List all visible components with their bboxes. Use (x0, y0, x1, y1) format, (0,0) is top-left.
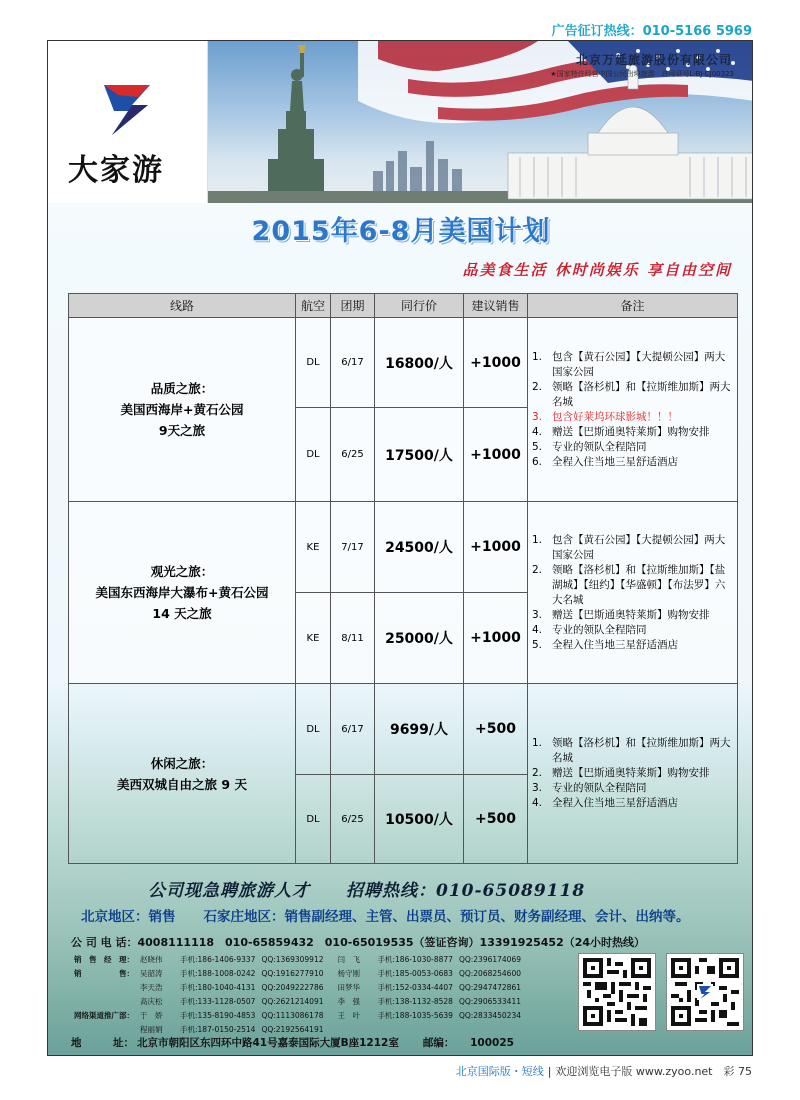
staff-cell: 闫 飞 (337, 954, 360, 964)
region-beijing: 北京地区：销售 (81, 909, 176, 925)
notes-cell (528, 318, 738, 502)
staff-spacer (328, 1023, 334, 1035)
staff-spacer (328, 1009, 334, 1021)
staff-cell (457, 1023, 523, 1035)
route-cell (69, 684, 296, 864)
date-cell: 7/17 (331, 502, 375, 593)
staff-cell: QQ:2906533411 (458, 996, 521, 1006)
suggested-cell: +1000 (464, 593, 528, 684)
staff-contacts (70, 951, 525, 1038)
note-item: 3. 专业的领队全程陪同 (532, 782, 647, 794)
staff-cell: 高庆松 (140, 996, 163, 1006)
staff-cell: 李 强 (337, 996, 360, 1006)
page-footer: 北京国际版・短线 | 欢迎浏览电子版 www.zyoo.net 彩 75 (455, 1065, 752, 1078)
header-notes: 备注 (528, 294, 738, 318)
note-item: 6. 全程入住当地三星舒适酒店 (532, 455, 678, 468)
postal-code: 邮编： 100025 (422, 1037, 514, 1049)
staff-cell (376, 1023, 455, 1035)
route-cell (69, 502, 296, 684)
suggested-cell: +1000 (464, 318, 528, 408)
recruit-text: 公司现急聘旅游人才 (148, 881, 310, 901)
airline-cell: DL (296, 775, 331, 864)
staff-cell: QQ:1369309912 (261, 954, 324, 964)
staff-cell: 于 娇 (140, 1010, 163, 1020)
staff-cell: QQ:2068254600 (458, 968, 521, 978)
staff-cell: 手机:188-1035-5639 (377, 1010, 453, 1020)
footer-section: 北京国际版・短线 (455, 1065, 544, 1078)
company-phones: 公 司 电 话：4008111118 010-65859432 010-65019535（签证咨询）13391925452（24小时热线） (71, 936, 646, 949)
header-route: 线路 (69, 294, 296, 318)
note-item: 5. 全程入住当地三星舒适酒店 (532, 638, 678, 651)
qr-code[interactable] (578, 953, 656, 1031)
price-cell: 16800/人 (375, 318, 464, 408)
suggested-cell: +1000 (464, 408, 528, 502)
note-item: 4. 赠送【巴斯通奥特莱斯】购物安排 (532, 425, 710, 438)
staff-cell: 手机:138-1132-8528 (377, 996, 453, 1006)
route-cell (69, 318, 296, 502)
footer-website[interactable]: 欢迎浏览电子版 www.zyoo.net (555, 1065, 713, 1078)
note-item: 2. 领略【洛杉机】和【拉斯维加斯】【盐湖城】【纽约】【华盛顿】【布法罗】六大名城 (532, 563, 726, 606)
staff-cell: 田梦华 (337, 982, 360, 992)
suggested-cell: +500 (464, 775, 528, 864)
slogan: 品美食生活 休时尚娱乐 享自由空间 (462, 261, 732, 279)
route-name: 美国东西海岸大瀑布+黄石公园 (95, 585, 269, 600)
header-price: 同行价 (375, 294, 464, 318)
route-name: 美国西海岸+黄石公园 (120, 402, 244, 417)
suggested-cell: +1000 (464, 502, 528, 593)
staff-cell: 销 售： (74, 968, 134, 978)
airline-cell: DL (296, 684, 331, 775)
staff-cell: 程丽娟 (140, 1025, 163, 1035)
qr-code-icon (583, 958, 651, 1026)
staff-cell: QQ:2833450234 (458, 1010, 521, 1020)
price-cell: 24500/人 (375, 502, 464, 593)
date-cell: 6/17 (331, 318, 375, 408)
airline-cell: KE (296, 593, 331, 684)
address (71, 1035, 514, 1050)
note-item: 1. 包含【黄石公园】【大提顿公园】两大国家公园 (532, 350, 726, 378)
staff-cell (336, 1023, 374, 1035)
note-item: 2. 赠送【巴斯通奥特莱斯】购物安排 (532, 767, 710, 779)
staff-spacer (328, 995, 334, 1007)
staff-cell: 手机:133-1128-0507 (180, 996, 256, 1006)
address-label: 地 址： (71, 1037, 134, 1049)
airline-cell: KE (296, 502, 331, 593)
table-row (69, 684, 738, 775)
staff-cell: QQ:2049222786 (261, 982, 324, 992)
staff-cell: QQ:2396174069 (458, 954, 521, 964)
tour-table (68, 293, 738, 864)
staff-cell: 销 售 经 理： (74, 954, 134, 964)
note-item: 2. 领略【洛杉机】和【拉斯维加斯】两大名城 (532, 380, 731, 408)
price-cell: 9699/人 (375, 684, 464, 775)
note-item: 4. 全程入住当地三星舒适酒店 (532, 797, 678, 809)
staff-cell: QQ:2947472861 (458, 982, 521, 992)
staff-cell (72, 995, 136, 1007)
header (48, 41, 753, 203)
staff-cell: 手机:135-8190-4853 (180, 1010, 256, 1020)
staff-cell: 吴韶涛 (140, 968, 163, 978)
header-date: 团期 (331, 294, 375, 318)
staff-row (72, 967, 523, 979)
staff-row (72, 995, 523, 1007)
license-text: ★国家特许经营中国公民出境旅游 许可证号L-BJ-CJ00323 (550, 70, 734, 78)
airline-cell: DL (296, 318, 331, 408)
table-row (69, 318, 738, 408)
logo (48, 41, 208, 203)
staff-cell: QQ:2192564191 (261, 1025, 324, 1035)
staff-cell: QQ:1916277910 (261, 968, 324, 978)
staff-cell (72, 981, 136, 993)
staff-cell: QQ:1113086178 (261, 1010, 324, 1020)
staff-row (72, 981, 523, 993)
date-cell: 6/25 (331, 775, 375, 864)
header-suggested: 建议销售 (464, 294, 528, 318)
logo-icon (98, 77, 160, 139)
note-item: 1. 包含【黄石公园】【大提顿公园】两大国家公园 (532, 533, 726, 561)
notes-cell (528, 684, 738, 864)
staff-row (72, 953, 523, 965)
ad-hotline: 广告征订热线：010-5166 5969 (551, 24, 752, 39)
page-title: 2015年6-8月美国计划 (251, 216, 551, 247)
staff-cell: 王 叶 (337, 1010, 360, 1020)
table-header-row (69, 294, 738, 318)
logo-text: 大家游 (68, 153, 164, 188)
staff-cell: 李天浩 (140, 982, 163, 992)
banner-image (208, 41, 753, 203)
staff-cell: 手机:187-0150-2514 (180, 1025, 256, 1035)
price-cell: 17500/人 (375, 408, 464, 502)
staff-cell: 杨守刚 (337, 968, 360, 978)
staff-cell: QQ:2621214091 (261, 996, 324, 1006)
recruit-banner (148, 876, 585, 901)
date-cell: 6/25 (331, 408, 375, 502)
date-cell: 8/11 (331, 593, 375, 684)
staff-cell: 手机:186-1406-9337 (180, 954, 256, 964)
note-item: 3. 赠送【巴斯通奥特莱斯】购物安排 (532, 608, 710, 621)
staff-spacer (328, 967, 334, 979)
staff-cell (72, 1023, 136, 1035)
route-duration: 9天之旅 (158, 423, 206, 438)
notes-cell (528, 502, 738, 684)
staff-row (72, 1009, 523, 1021)
note-item: 4. 专业的领队全程陪同 (532, 623, 647, 636)
staff-cell: 赵晓伟 (140, 954, 163, 964)
price-cell: 25000/人 (375, 593, 464, 684)
address-text: 北京市朝阳区东四环中路41号嘉泰国际大厦B座1212室 (137, 1037, 399, 1049)
staff-cell: 手机:185-0053-0683 (377, 968, 453, 978)
region-shijiazhuang: 石家庄地区：销售副经理、主管、出票员、预订员、财务副经理、会计、出纳等。 (203, 909, 690, 925)
qr-code-icon (671, 958, 739, 1026)
note-item: 5. 专业的领队全程陪同 (532, 440, 647, 453)
staff-cell: 手机:188-1008-0242 (180, 968, 256, 978)
airline-cell: DL (296, 408, 331, 502)
staff-row (72, 1023, 523, 1035)
price-cell: 10500/人 (375, 775, 464, 864)
region-positions (81, 905, 690, 925)
recruit-hotline: 招聘热线：010-65089118 (346, 881, 586, 901)
route-duration: 14 天之旅 (152, 606, 212, 621)
staff-spacer (328, 981, 334, 993)
route-type: 休闲之旅： (150, 755, 214, 771)
table-row (69, 502, 738, 593)
staff-cell: 手机:186-1030-8877 (377, 954, 453, 964)
header-airline: 航空 (296, 294, 331, 318)
note-item: 1. 领略【洛杉机】和【拉斯维加斯】两大名城 (532, 737, 731, 764)
route-name: 美西双城自由之旅 9 天 (117, 776, 247, 792)
qr-code[interactable] (666, 953, 744, 1031)
company-name: 北京万延旅游股份有限公司 (575, 53, 732, 67)
flyer (47, 40, 753, 1056)
staff-cell: 手机:152-0334-4407 (377, 982, 453, 992)
route-type: 观光之旅： (150, 564, 214, 579)
staff-cell: 手机:180-1040-4131 (180, 982, 256, 992)
route-type: 品质之旅： (150, 381, 214, 396)
staff-spacer (328, 953, 334, 965)
staff-cell: 网络渠道推广部： (74, 1010, 134, 1020)
note-item-highlight: 3. 包含好莱坞环球影城！！！ (532, 410, 678, 423)
date-cell: 6/17 (331, 684, 375, 775)
page-number: 彩 75 (723, 1065, 752, 1078)
suggested-cell: +500 (464, 684, 528, 775)
